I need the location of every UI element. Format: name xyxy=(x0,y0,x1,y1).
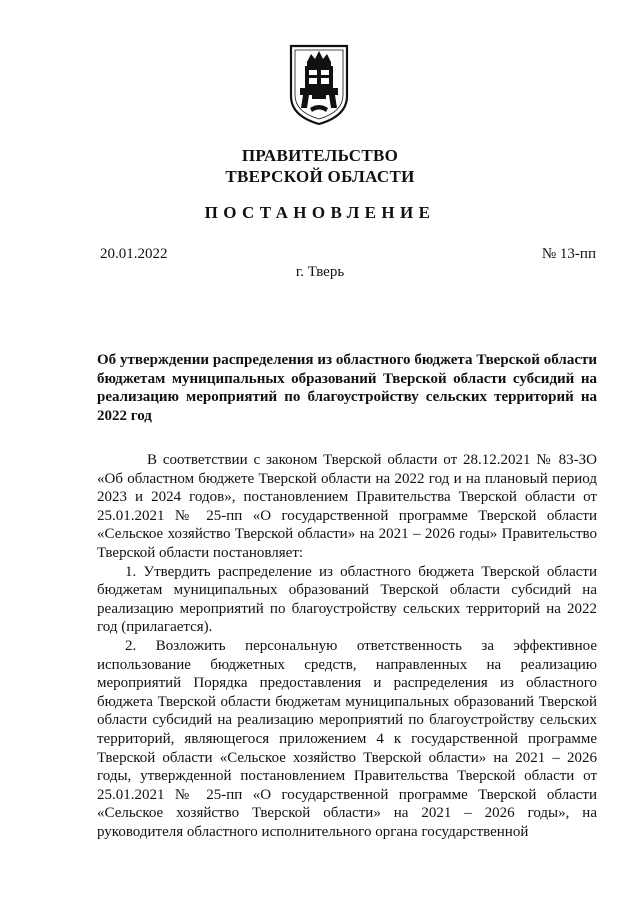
organization-name-line1: ПРАВИТЕЛЬСТВО xyxy=(241,146,399,165)
document-body xyxy=(97,451,597,841)
document-type: ПОСТАНОВЛЕНИЕ xyxy=(204,203,436,222)
organization-name-line2: ТВЕРСКОЙ ОБЛАСТИ xyxy=(225,167,415,186)
document-date: 20.01.2022 xyxy=(100,246,168,262)
document-title: Об утверждении распределения из областного бюджета Тверской области бюджетам муниципальных образований Тверской области субсидий на реализацию мероприятий по благоустройству сельских территорий на 2022 год xyxy=(97,352,597,424)
document-number: № 13-пп xyxy=(541,246,596,262)
document-city: г. Тверь xyxy=(295,264,345,280)
preamble-paragraph: В соответствии с законом Тверской области от 28.12.2021 № 83-ЗО «Об областном бюджете Тверской области на 2022 год и на плановый период 2023 и 2024 годов», постановлением Правительства Тверской области от 25.01.2021 № 25-пп «О государственной программе Тверской области «Сельское хозяйство Тверской области» на 2021 – 2026 годы» Правительство Тверской области постановляет: xyxy=(97,452,597,561)
resolution-item-2: 2. Возложить персональную ответственность за эффективное использование бюджетных средств, направленных на реализацию мероприятий Порядка предоставления и распределения из областного бюджета Тверской области бюджетам муниципальных образований Тверской области субсидий на реализацию мероприятий по благоустройству сельских территорий, являющегося приложением 4 к государственной программе Тверской области «Сельское хозяйство Тверской области» на 2021 – 2026 годы, утвержденной постановлением Правительства Тверской области от 25.01.2021 № 25-пп «О государственной программе Тверской области «Сельское хозяйство Тверской области» на 2021 – 2026 годы», на руководителя областного исполнительного органа государственной xyxy=(97,637,597,840)
resolution-item-1: 1. Утвердить распределение из областного бюджета Тверской области бюджетам муниципальных образований Тверской области субсидий на реализацию мероприятий по благоустройству сельских территорий на 2022 год (прилагается). xyxy=(97,563,597,636)
tver-coat-of-arms-icon xyxy=(288,44,350,126)
